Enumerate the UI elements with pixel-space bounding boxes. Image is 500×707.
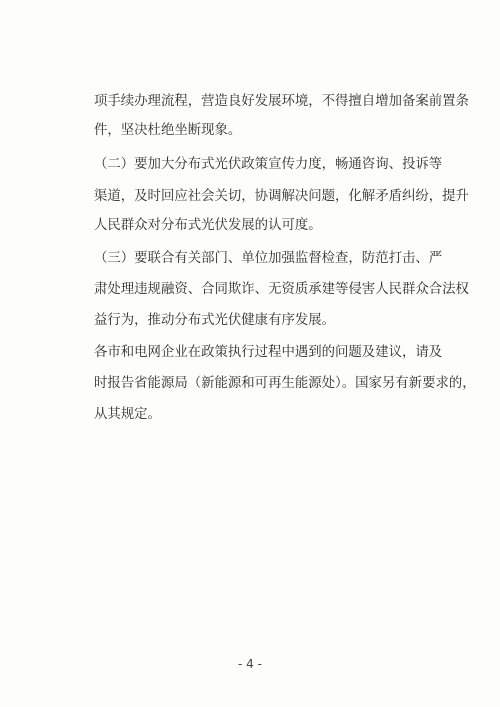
text-line: 各市和电网企业在政策执行过程中遇到的问题及建议，请及 [94, 345, 443, 360]
text-line: （三）要联合有关部门、单位加强监督检查，防范打击、严 [94, 251, 443, 266]
text-line: 渠道，及时回应社会关切，协调解决问题，化解矛盾纠纷，提升 [94, 189, 469, 204]
text-line: 益行为，推动分布式光伏健康有序发展。 [94, 313, 336, 328]
text-line: （二）要加大分布式光伏政策宣传力度，畅通咨询、投诉等 [94, 157, 443, 172]
text-line: 时报告省能源局（新能源和可再生能源处）。国家另有新要求的， [94, 376, 476, 391]
text-line: 项手续办理流程，营造良好发展环境，不得擅自增加备案前置条 [94, 94, 469, 109]
text-line: 肃处理违规融资、合同欺诈、无资质承建等侵害人民群众合法权 [94, 282, 469, 297]
text-line: 件，坚决杜绝坐断现象。 [94, 123, 242, 138]
text-line: 从其规定。 [94, 407, 161, 422]
text-line: 人民群众对分布式光伏发展的认可度。 [94, 218, 322, 233]
page-number: - 4 - [238, 657, 262, 671]
